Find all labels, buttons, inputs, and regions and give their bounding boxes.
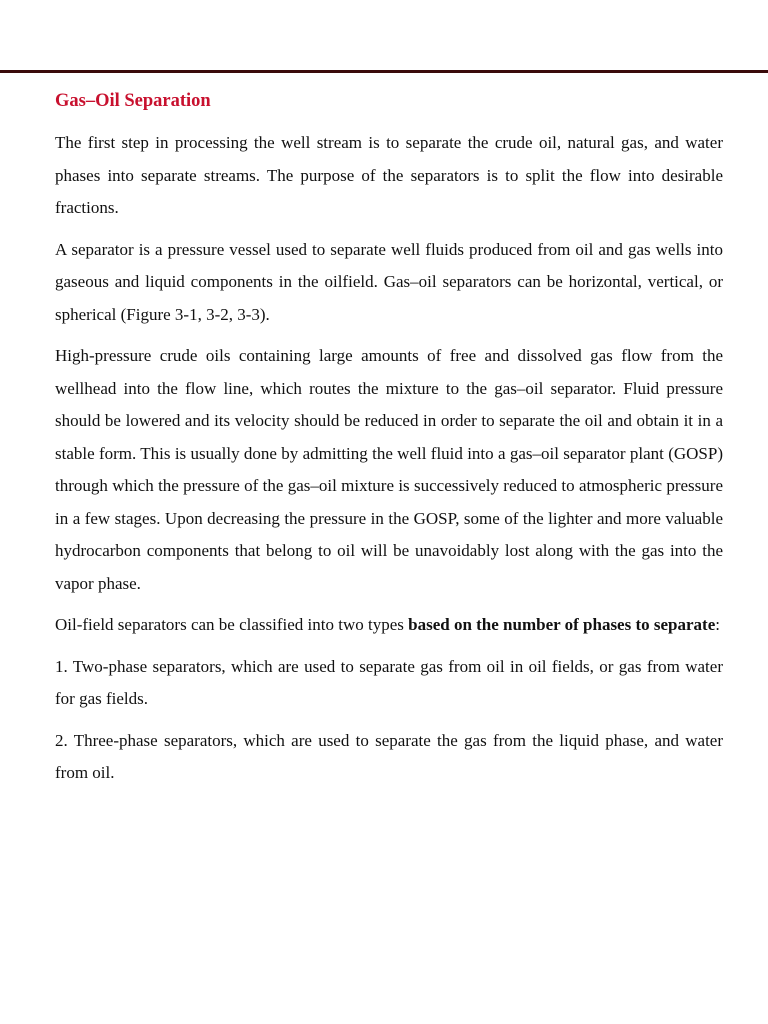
section-heading: Gas–Oil Separation (55, 91, 211, 111)
list-item-two-phase: 1. Two-phase separators, which are used to separate gas from oil in oil fields, or gas from water for gas fields. (55, 656, 723, 708)
list-item-three-phase: 2. Three-phase separators, which are used to separate the gas from the liquid phase, and water from oil. (55, 730, 723, 782)
classification-bold-text: based on the number of phases to separate (408, 615, 716, 634)
paragraph-separator-definition: A separator is a pressure vessel used to separate well fluids produced from oil and gas wells into gaseous and liquid components in the oilfield. Gas–oil separators can be horizontal, vertical, or spherical (Figure 3-1, 3-2, 3-3). (55, 239, 723, 324)
classification-end-text: : (715, 615, 720, 634)
classification-intro-text: Oil-field separators can be classified into two types (55, 615, 409, 634)
page-content (55, 88, 723, 799)
paragraph-high-pressure: High-pressure crude oils containing large amounts of free and dissolved gas flow from the wellhead into the flow line, which routes the mixture to the gas–oil separator. Fluid pressure should be lowered and its velocity should be reduced in order to separate the oil and obtain it in a stable form. This is usually done by admitting the well fluid into a gas–oil separator plant (GOSP) through which the pressure of the gas–oil mixture is successively reduced to atmospheric pressure in a few stages. Upon decreasing the pressure in the GOSP, some of the lighter and more valuable hydrocarbon components that belong to oil will be unavoidably lost along with the gas into the vapor phase. (55, 346, 723, 593)
paragraph-intro: The first step in processing the well stream is to separate the crude oil, natural gas, and water phases into separate streams. The purpose of the separators is to split the flow into desirable fractions. (55, 133, 723, 217)
top-rule (0, 70, 768, 73)
paragraph-classification (55, 609, 723, 642)
